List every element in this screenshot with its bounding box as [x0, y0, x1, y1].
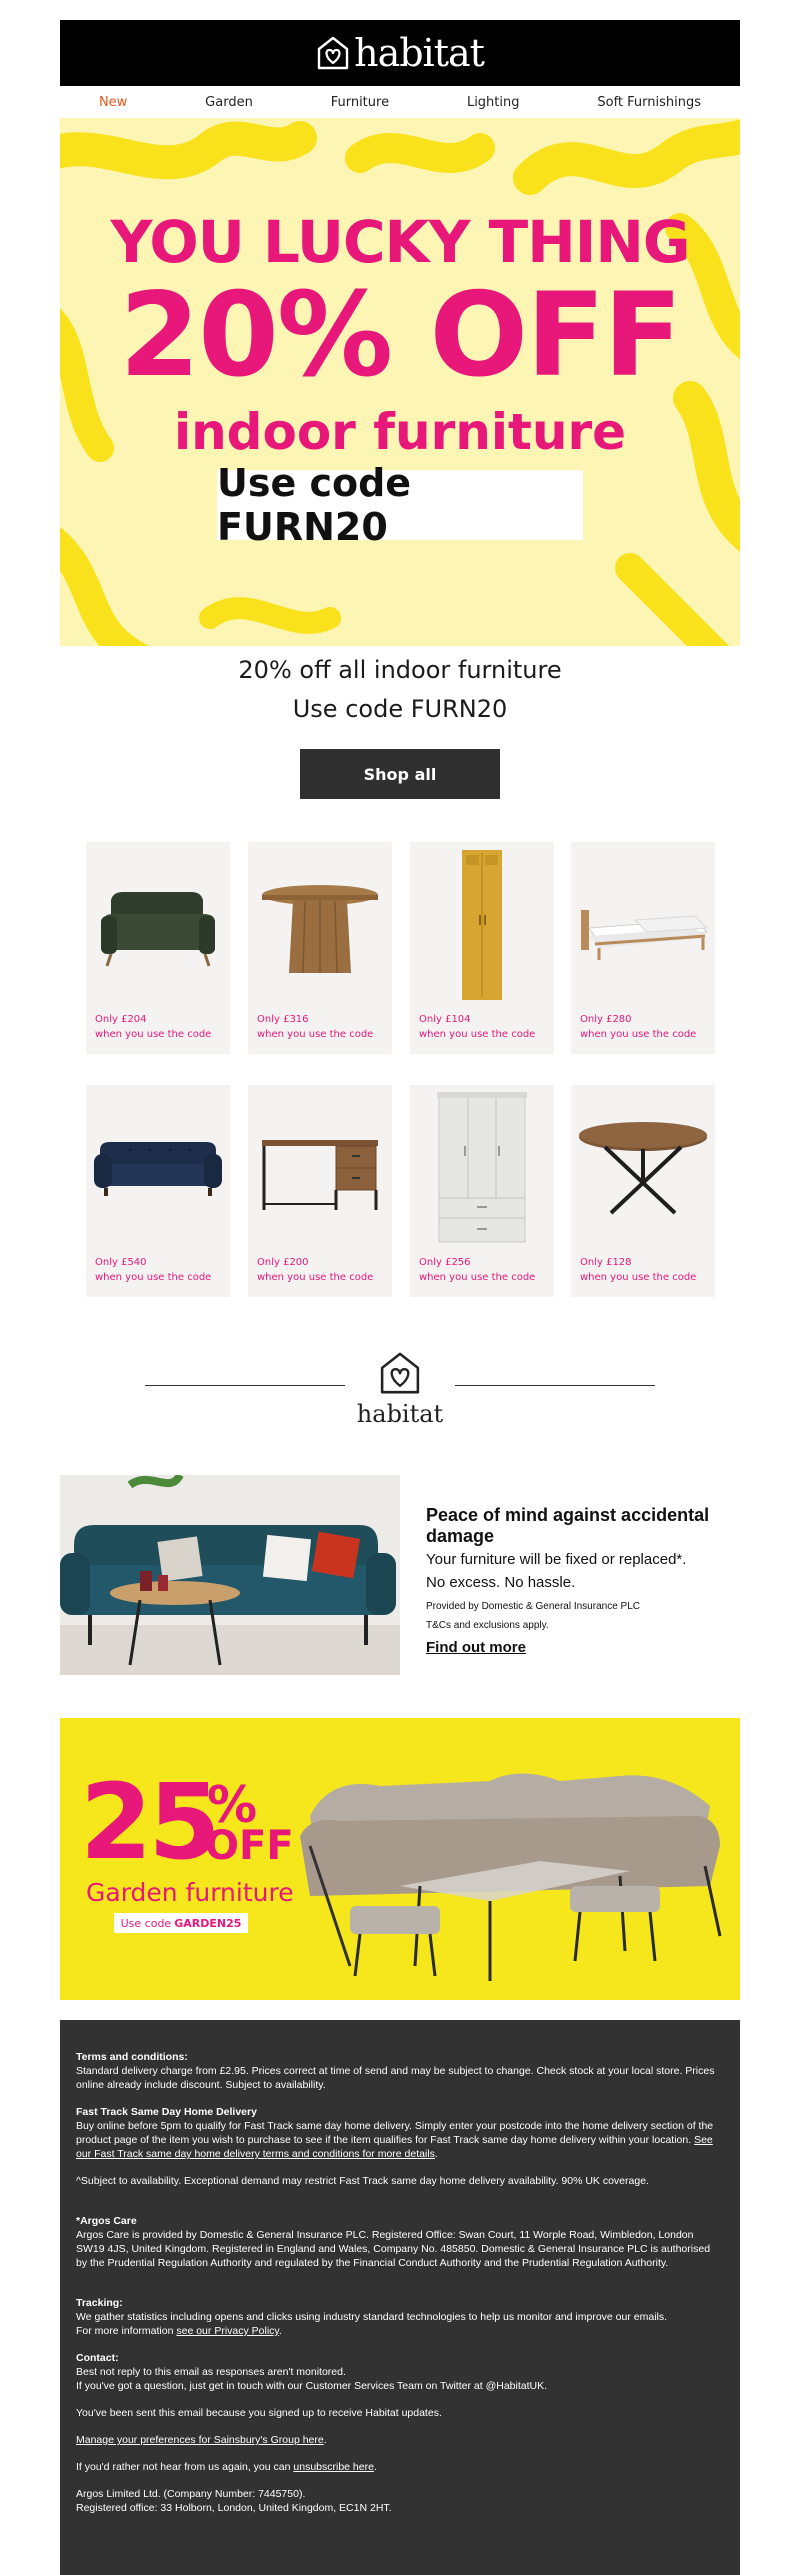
- product-note: when you use the code: [419, 1272, 536, 1283]
- care-body-2: No excess. No hassle.: [426, 1574, 576, 1591]
- product-card[interactable]: [571, 1085, 715, 1297]
- product-note: when you use the code: [580, 1029, 697, 1040]
- product-price: Only £280: [580, 1014, 632, 1025]
- hero-discount: 20% OFF: [119, 268, 681, 403]
- product-image[interactable]: [410, 1085, 554, 1250]
- nav-item-furniture[interactable]: Furniture: [330, 94, 390, 110]
- product-card[interactable]: [410, 842, 554, 1054]
- wardrobe-icon: [417, 1088, 547, 1248]
- product-note: when you use the code: [419, 1029, 536, 1040]
- footer-fasttrack-link[interactable]: See our Fast Track same day home delivery terms and conditions for more details: [76, 2134, 713, 2160]
- divider-line-left: [145, 1385, 345, 1386]
- locker-cabinet-icon: [417, 845, 547, 1005]
- product-price: Only £256: [419, 1257, 471, 1268]
- product-image[interactable]: [248, 1085, 392, 1250]
- logo-text: habitat: [354, 31, 484, 75]
- product-image[interactable]: [248, 842, 392, 1007]
- product-note: when you use the code: [580, 1272, 697, 1283]
- promo-line-2: Use code FURN20: [292, 695, 508, 723]
- footer-company-2: Registered office: 33 Holborn, London, United Kingdom, EC1N 2HT.: [76, 2502, 392, 2514]
- footer: [60, 2020, 740, 2575]
- product-card[interactable]: [86, 1085, 230, 1297]
- garden-furniture-icon: [290, 1736, 730, 1986]
- divider-logo-text: habitat: [356, 1400, 444, 1428]
- garden-off: OFF: [205, 1823, 294, 1869]
- footer-fasttrack-title: Fast Track Same Day Home Delivery: [76, 2106, 257, 2118]
- divider-logo[interactable]: [350, 1350, 450, 1428]
- product-note: when you use the code: [257, 1029, 374, 1040]
- footer-argos-body: Argos Care is provided by Domestic & General Insurance PLC. Registered Office: Swan Court, 11 Worple Road, Wimbledon, London SW19 4JS, United Kingdom. Registered in England and Wales, Company No. 485850. Domestic & General Insurance PLC is authorised by the Prudential Regulation Authority and regulated by the Financial Conduct Authority and the Prudential Regulation Authority.: [76, 2229, 711, 2269]
- garden-code-prefix: Use code: [120, 1916, 172, 1930]
- manage-preferences-link[interactable]: Manage your preferences for Sainsbury's Group here: [76, 2434, 324, 2446]
- hero-code-box: Use code FURN20: [217, 470, 583, 540]
- footer-tracking-body: We gather statistics including opens and clicks using industry standard technologies to help us monitor and improve our emails.: [76, 2311, 668, 2323]
- top-nav: [60, 86, 740, 118]
- hero-headline: YOU LUCKY THING: [110, 208, 690, 276]
- footer-company-1: Argos Limited Ltd. (Company Number: 7445750).: [76, 2488, 306, 2500]
- footer-argos-title: *Argos Care: [76, 2215, 137, 2227]
- find-out-more-link[interactable]: Find out more: [426, 1639, 526, 1656]
- product-image[interactable]: [86, 1085, 230, 1250]
- footer-fasttrack-note: ^Subject to availability. Exceptional demand may restrict Fast Track same day home delivery availability. 90% UK coverage.: [76, 2175, 649, 2187]
- product-note: when you use the code: [95, 1272, 212, 1283]
- footer-contact-body-2: If you've got a question, just get in touch with our Customer Services Team on Twitter at @HabitatUK.: [76, 2380, 548, 2392]
- product-price: Only £316: [257, 1014, 309, 1025]
- care-tcs-note: T&Cs and exclusions apply.: [426, 1620, 549, 1631]
- care-title: Peace of mind against accidental damage: [426, 1505, 710, 1546]
- round-side-table-icon: [255, 865, 385, 985]
- product-note: when you use the code: [257, 1272, 374, 1283]
- shop-all-button[interactable]: Shop all: [300, 749, 500, 799]
- care-body-1: Your furniture will be fixed or replaced*.: [426, 1551, 687, 1568]
- care-image[interactable]: [60, 1475, 400, 1675]
- care-provider-note: Provided by Domestic & General Insurance PLC: [426, 1601, 640, 1612]
- footer-contact-body-1: Best not reply to this email as responses aren't monitored.: [76, 2366, 346, 2378]
- product-image[interactable]: [410, 842, 554, 1007]
- promo-line-1: 20% off all indoor furniture: [238, 656, 562, 684]
- heart-house-icon: [316, 35, 350, 71]
- footer-unsub-wrap: If you'd rather not hear from us again, you can unsubscribe here.: [76, 2461, 377, 2473]
- hero-category: indoor furniture: [173, 403, 627, 461]
- footer-fasttrack-body: Buy online before 5pm to qualify for Fast Track same day home delivery. Simply enter your postcode into the home delivery section of the product page of the item you wish to purchase to see if the item qualifies for Fast Track same day home delivery within your location.: [76, 2120, 714, 2146]
- footer-sent-note: You've been sent this email because you signed up to receive Habitat updates.: [76, 2407, 442, 2419]
- footer-tc-body: Standard delivery charge from £2.95. Prices correct at time of send and may be subject to change. Check stock at your local store. Prices online already include discount. Subject to availability.: [76, 2065, 715, 2091]
- product-note: when you use the code: [95, 1029, 212, 1040]
- footer-tracking-title: Tracking:: [76, 2297, 123, 2309]
- product-card[interactable]: [86, 842, 230, 1054]
- product-card[interactable]: [248, 842, 392, 1054]
- care-text-block: [426, 1505, 736, 1656]
- teal-sofa-icon: [60, 1475, 400, 1675]
- footer-tc-title: Terms and conditions:: [76, 2051, 188, 2063]
- garden-title: Garden furniture: [86, 1878, 294, 1907]
- product-price: Only £204: [95, 1014, 147, 1025]
- garden-code: GARDEN25: [174, 1916, 242, 1930]
- divider-line-right: [455, 1385, 655, 1386]
- footer-tracking-body-2: For more information: [76, 2325, 174, 2337]
- product-image[interactable]: [86, 842, 230, 1007]
- chesterfield-sofa-icon: [90, 1128, 226, 1208]
- hero-banner[interactable]: [60, 118, 740, 646]
- product-price: Only £200: [257, 1257, 309, 1268]
- nav-item-soft-furnishings[interactable]: Soft Furnishings: [597, 94, 702, 110]
- sofa-bed-icon: [93, 870, 223, 980]
- habitat-logo[interactable]: [316, 31, 484, 75]
- desk-icon: [252, 1118, 388, 1218]
- nav-item-garden[interactable]: Garden: [205, 94, 253, 110]
- product-card[interactable]: [571, 842, 715, 1054]
- footer-fasttrack-body-wrap: Buy online before 5pm to qualify for Fast Track same day home delivery. Simply enter your postcode into the home delivery section of the product page of the item you wish to purchase to see if the item qualifies for Fast Track same day home delivery within your location. See our Fast Track same day home delivery terms and conditions for more details.: [76, 2120, 714, 2160]
- garden-code-box: [114, 1913, 248, 1933]
- garden-banner[interactable]: [60, 1718, 740, 2000]
- product-price: Only £104: [419, 1014, 471, 1025]
- product-image[interactable]: [571, 842, 715, 1007]
- heart-house-icon: [378, 1350, 422, 1396]
- garden-percent: 25: [80, 1761, 217, 1883]
- product-price: Only £540: [95, 1257, 147, 1268]
- footer-unsub-text: If you'd rather not hear from us again, you can: [76, 2461, 291, 2473]
- nav-item-lighting[interactable]: Lighting: [466, 94, 520, 110]
- footer-contact-title: Contact:: [76, 2352, 119, 2364]
- unsubscribe-link[interactable]: unsubscribe here: [293, 2461, 374, 2473]
- footer-tracking-body-2-wrap: For more information see our Privacy Policy.: [76, 2325, 282, 2337]
- privacy-policy-link[interactable]: see our Privacy Policy: [176, 2325, 279, 2337]
- header-bar: [60, 20, 740, 86]
- product-card[interactable]: [248, 1085, 392, 1297]
- product-price: Only £128: [580, 1257, 632, 1268]
- footer-prefs-wrap: Manage your preferences for Sainsbury's Group here.: [76, 2434, 327, 2446]
- nav-item-new[interactable]: New: [98, 94, 128, 110]
- garden-percent-sign: %: [207, 1776, 258, 1834]
- bed-frame-icon: [575, 880, 711, 970]
- dining-table-icon: [575, 1113, 711, 1223]
- product-image[interactable]: [571, 1085, 715, 1250]
- product-card[interactable]: [410, 1085, 554, 1297]
